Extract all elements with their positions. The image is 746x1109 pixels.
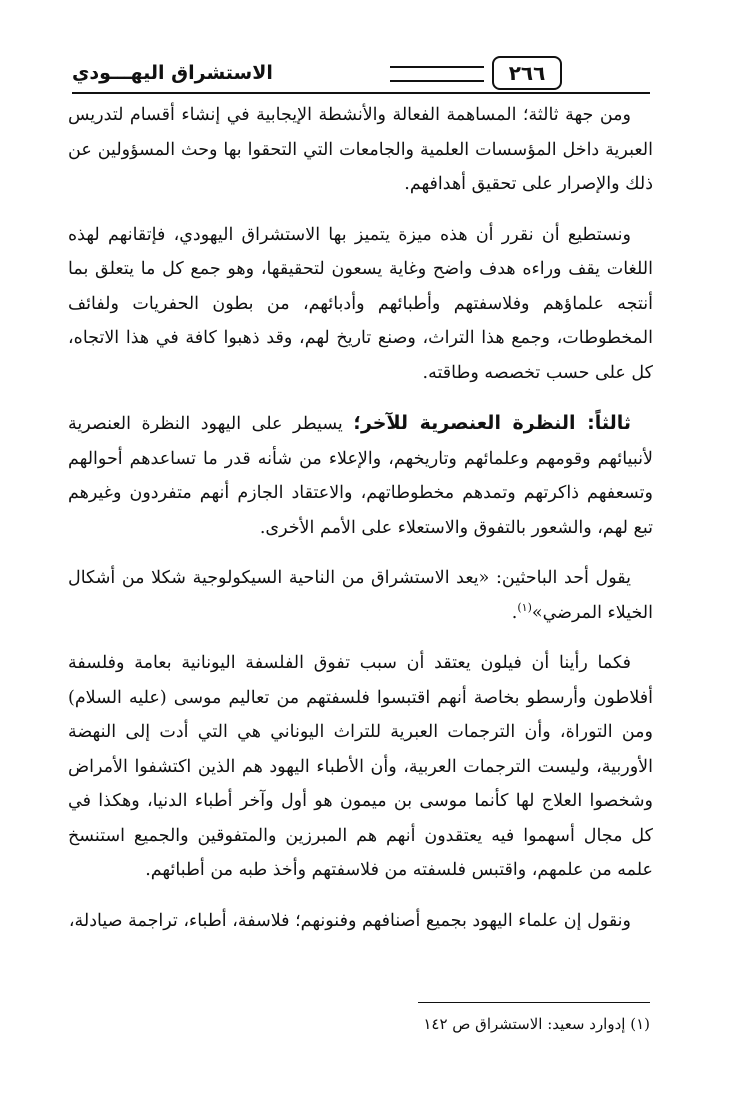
- paragraph: [68, 646, 653, 888]
- page-number: ٢٦٦: [492, 56, 562, 90]
- footnote: (١) إدوارد سعيد: الاستشراق ص ١٤٢: [423, 1015, 650, 1033]
- paragraph-text: ومن جهة ثالثة؛ المساهمة الفعالة والأنشطة الإيجابية في إنشاء أقسام لتدريس العبرية داخل المؤسسات العلمية والجامعات التي التحقوا بها وحث المسؤولين عن ذلك والإصرار على تحقيق أهدافهم.: [68, 105, 653, 194]
- paragraph-text: ونستطيع أن نقرر أن هذه ميزة يتميز بها الاستشراق اليهودي، فإتقانهم لهذه اللغات يقف وراءه هدف واضح وغاية يسعون لتحقيقها، وهو جمع كل ما يتعلق بما أنتجه علماؤهم وفلاسفتهم وأطبائهم وأدبائهم، من بطون الحفريات ولفائف المخطوطات، وجمع هذا التراث، وصنع تاريخ لهم، وقد ذهبوا كافة في هذا الاتجاه، كل على حسب تخصصه وطاقته.: [68, 224, 653, 383]
- paragraph-text: يقول أحد الباحثين: «يعد الاستشراق من الناحية السيكولوجية شكلا من أشكال الخيلاء المرضي»: [68, 568, 653, 623]
- paragraph: [68, 218, 653, 391]
- running-title: الاستشراق اليهـــودي: [72, 62, 273, 84]
- section-heading: ثالثاً: النظرة العنصرية للآخر؛: [353, 412, 631, 434]
- paragraph-tail: .: [511, 602, 518, 623]
- paragraph: [68, 98, 653, 202]
- paragraph: [68, 561, 653, 630]
- paragraph-text: ونقول إن علماء اليهود بجميع أصنافهم وفنونهم؛ فلاسفة، أطباء، تراجمة صيادلة،: [68, 910, 631, 931]
- paragraph: [68, 904, 653, 939]
- header-double-rule: [390, 66, 484, 82]
- footnote-reference: (١): [517, 600, 532, 614]
- paragraph: [68, 406, 653, 545]
- paragraph-text: فكما رأينا أن فيلون يعتقد أن سبب تفوق الفلسفة اليونانية بعامة وفلسفة أفلاطون وأرسطو بخاصة أنهم اقتبسوا فلسفتهم من تعاليم موسى (عليه السلام) ومن التوراة، وأن الترجمات العبرية للتراث اليوناني هي التي أدت إلى النهضة الأوربية، وليست الترجمات العربية، وأن الأطباء اليهود هم الذين اكتشفوا الأمراض وشخصوا العلاج لها كأنما موسى بن ميمون هو أول وآخر أطباء الدنيا، وهكذا في كل مجال أسهموا فيه يعتقدون أنهم هم المبرزين والمتفوقين والجميع استنسخ علمه من علمهم، واقتبس فلسفته من فلاسفتهم وأخذ طبه من أطبائهم.: [68, 653, 653, 880]
- body-text: [68, 98, 653, 954]
- header-rule: [72, 92, 650, 94]
- running-header: [72, 56, 650, 96]
- footnote-rule: [418, 1002, 650, 1003]
- paragraph-text: يسيطر على اليهود النظرة العنصرية لأنبيائهم وقومهم وعلمائهم وتاريخهم، والإعلاء من شأنه قدر ما تساعدهم أحوالهم وتسعفهم ذاكرتهم وتمدهم مخطوطاتهم، والاعتقاد الجازم أنهم متفردون وغيرهم تبع لهم، والشعور بالتفوق والاستعلاء على الأمم الأخرى.: [68, 414, 653, 538]
